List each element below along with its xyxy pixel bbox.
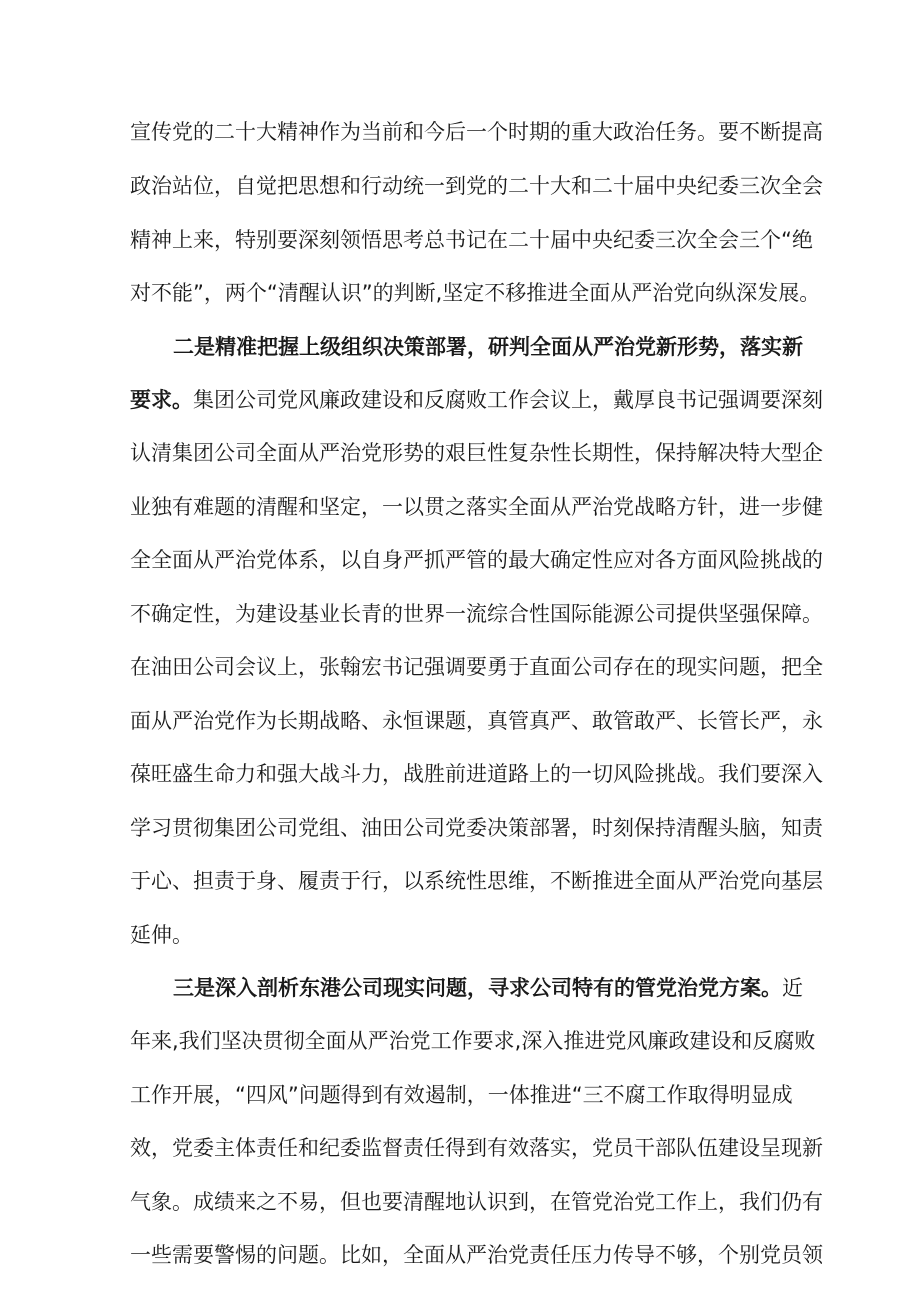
text-line: 一些需要警惕的问题。比如，全面从严治党责任压力传导不够，个别党员领 (130, 1243, 823, 1267)
text-line: 工作开展，“四风”问题得到有效遏制，一体推进“三不腐工作取得明显成 (130, 1083, 793, 1107)
section-heading-two: 二是精准把握上级组织决策部署，研判全面从严治党新形势，落实新 (173, 335, 803, 359)
text-line: 宣传党的二十大精神作为当前和今后一个时期的重大政治任务。要不断提高 (130, 120, 823, 144)
text-line: 葆旺盛生命力和强大战斗力，战胜前进道路上的一切风险挑战。我们要深入 (130, 762, 823, 786)
text-line: 全全面从严治党体系，以自身严抓严管的最大确定性应对各方面风险挑战的 (130, 548, 823, 572)
section-heading-three: 三是深入剖析东港公司现实问题，寻求公司特有的管党治党方案。 (173, 976, 782, 1000)
section-heading-line (173, 968, 803, 1008)
text-line: 效，党委主体责任和纪委监督责任得到有效落实，党员干部队伍建设呈现新 (130, 1136, 823, 1160)
text-line: 认清集团公司全面从严治党形势的艰巨性复杂性长期性，保持解决特大型企 (130, 441, 823, 465)
section-heading-two-end: 要求。 (130, 388, 193, 412)
text-line: 年来,我们坚决贯彻全面从严治党工作要求,深入推进党风廉政建设和反腐败 (130, 1029, 816, 1053)
text-line: 于心、担责于身、履责于行，以系统性思维，不断推进全面从严治党向基层 (130, 869, 823, 893)
text-line: 政治站位，自觉把思想和行动统一到党的二十大和二十届中央纪委三次全会 (130, 174, 823, 198)
section-heading-line (173, 327, 803, 367)
text-line: 不确定性，为建设基业长青的世界一流综合性国际能源公司提供坚强保障。 (130, 602, 823, 626)
text-span: 近 (782, 976, 803, 1000)
text-line: 对不能”，两个“清醒认识”的判断,坚定不移推进全面从严治党向纵深发展。 (130, 281, 821, 305)
text-line: 在油田公司会议上，张翰宏书记强调要勇于直面公司存在的现实问题，把全 (130, 655, 823, 679)
text-span: 集团公司党风廉政建设和反腐败工作会议上，戴厚良书记强调要深刻 (193, 388, 823, 412)
text-line: 业独有难题的清醒和坚定，一以贯之落实全面从严治党战略方针，进一步健 (130, 495, 823, 519)
text-line (130, 380, 823, 420)
text-line: 气象。成绩来之不易，但也要清醒地认识到，在管党治党工作上，我们仍有 (130, 1190, 823, 1214)
text-line: 精神上来，特别要深刻领悟思考总书记在二十届中央纪委三次全会三个“绝 (130, 228, 813, 252)
text-line: 延伸。 (130, 923, 193, 947)
text-line: 学习贯彻集团公司党组、油田公司党委决策部署，时刻保持清醒头脑，知责 (130, 816, 823, 840)
text-line: 面从严治党作为长期战略、永恒课题，真管真严、敢管敢严、长管长严，永 (130, 709, 823, 733)
